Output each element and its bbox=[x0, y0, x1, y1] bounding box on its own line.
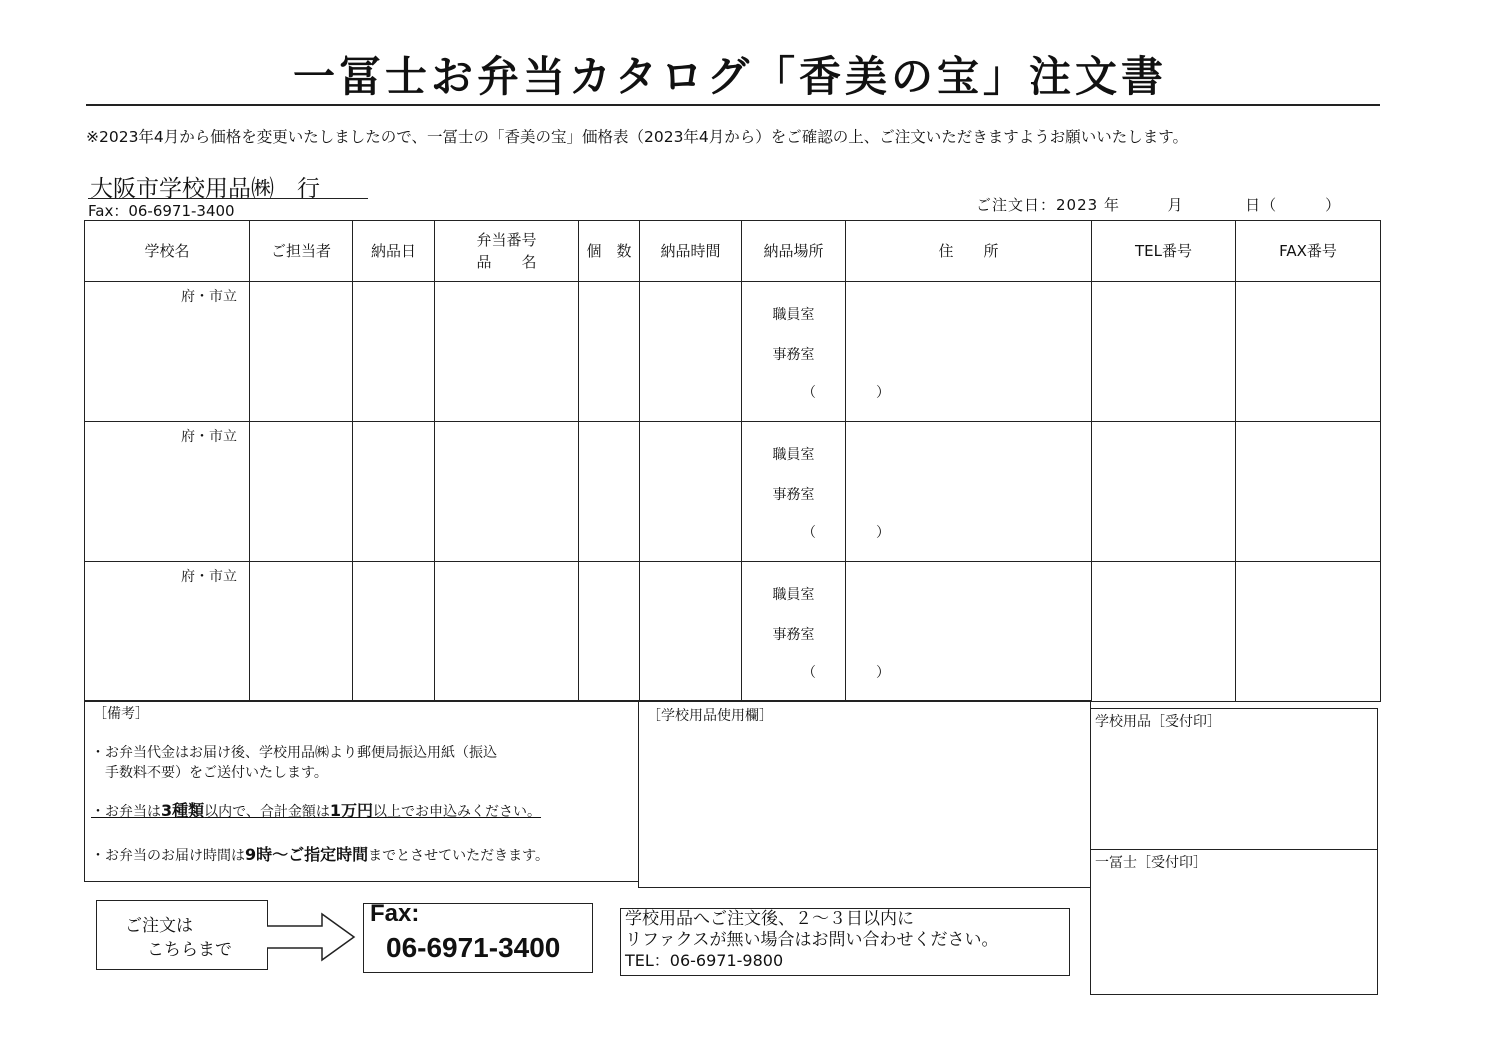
bento-number-cell[interactable] bbox=[435, 562, 579, 702]
remark-order-limit bbox=[91, 801, 541, 822]
staff-room-option[interactable]: 職員室 bbox=[772, 447, 815, 463]
delivery-place-cell[interactable] bbox=[742, 282, 950, 422]
office-option[interactable]: 事務室 bbox=[772, 627, 815, 643]
pref-city-label: 府・市立 bbox=[181, 569, 237, 585]
header-quantity: 個 数 bbox=[579, 221, 640, 282]
header-tel: TEL番号 bbox=[1092, 221, 1236, 282]
order-here-box bbox=[96, 900, 268, 970]
quantity-cell[interactable] bbox=[579, 422, 640, 562]
usage-label: ［学校用品使用欄］ bbox=[647, 708, 773, 724]
pref-city-label: 府・市立 bbox=[181, 289, 237, 305]
remark-order-limit-d: 1万円 bbox=[329, 801, 374, 820]
bento-number-cell[interactable] bbox=[435, 422, 579, 562]
contact-line2: リファクスが無い場合はお問い合わせください。 bbox=[625, 930, 999, 950]
recipient-fax: Fax：06-6971-3400 bbox=[88, 202, 235, 220]
remark-order-limit-b: 3種類 bbox=[161, 801, 205, 820]
school-cell[interactable] bbox=[85, 422, 250, 562]
page-title: 一冨士お弁当カタログ「香美の宝」注文書 bbox=[292, 52, 1167, 101]
order-here-line2: こちらまで bbox=[147, 940, 232, 960]
remark-delivery-time-b: 9時～ご指定時間 bbox=[245, 845, 369, 864]
staff-room-option[interactable]: 職員室 bbox=[772, 587, 815, 603]
delivery-place-cell[interactable] bbox=[742, 422, 950, 562]
fax-cell[interactable] bbox=[1236, 422, 1381, 562]
office-option[interactable]: 事務室 bbox=[772, 347, 815, 363]
delivery-time-cell[interactable] bbox=[640, 282, 742, 422]
remarks-label: ［備考］ bbox=[93, 706, 149, 722]
office-option[interactable]: 事務室 bbox=[772, 487, 815, 503]
remark-delivery-time bbox=[91, 845, 549, 866]
header-address: 住 所 bbox=[846, 221, 1092, 282]
tel-cell[interactable] bbox=[1092, 562, 1236, 702]
order-table bbox=[84, 220, 1381, 702]
fax-label: Fax: bbox=[370, 900, 420, 927]
remark-delivery-time-a: ・お弁当のお届け時間は bbox=[91, 848, 245, 864]
quantity-cell[interactable] bbox=[579, 282, 640, 422]
header-bento-number-line2: 品 名 bbox=[476, 253, 537, 271]
remark-order-limit-c: 以内で、合計金額は bbox=[204, 804, 330, 820]
other-place-field[interactable]: （） bbox=[802, 525, 950, 541]
contact-cell[interactable] bbox=[250, 562, 353, 702]
stamp-box-ichifuji[interactable] bbox=[1090, 849, 1378, 995]
delivery-time-cell[interactable] bbox=[640, 422, 742, 562]
remarks-box bbox=[84, 700, 639, 882]
order-date-label: ご注文日：2023 年 bbox=[976, 196, 1120, 214]
staff-room-option[interactable]: 職員室 bbox=[772, 307, 815, 323]
table-row bbox=[85, 562, 1381, 702]
delivery-place-cell[interactable] bbox=[742, 562, 950, 702]
stamp-box-school-supplies[interactable] bbox=[1090, 708, 1378, 850]
pref-city-label: 府・市立 bbox=[181, 429, 237, 445]
table-header-row bbox=[85, 221, 1381, 282]
table-row bbox=[85, 282, 1381, 422]
remark-payment-line2: 手数料不要）をご送付いたします。 bbox=[105, 765, 328, 781]
other-place-field[interactable]: （） bbox=[802, 385, 950, 401]
delivery-date-cell[interactable] bbox=[353, 282, 435, 422]
contact-cell[interactable] bbox=[250, 282, 353, 422]
header-contact: ご担当者 bbox=[250, 221, 353, 282]
remark-order-limit-e: 以上でお申込みください。 bbox=[373, 804, 542, 820]
remark-order-limit-a: ・お弁当は bbox=[91, 804, 161, 820]
header-delivery-date: 納品日 bbox=[353, 221, 435, 282]
table-row bbox=[85, 422, 1381, 562]
contact-cell[interactable] bbox=[250, 422, 353, 562]
delivery-time-cell[interactable] bbox=[640, 562, 742, 702]
other-place-field[interactable]: （） bbox=[802, 665, 950, 681]
recipient-underline bbox=[88, 198, 368, 199]
header-delivery-time: 納品時間 bbox=[640, 221, 742, 282]
remark-payment-line1: ・お弁当代金はお届け後、学校用品㈱より郵便局振込用紙（振込 bbox=[91, 745, 497, 761]
delivery-date-cell[interactable] bbox=[353, 562, 435, 702]
title-divider bbox=[86, 104, 1380, 106]
stamp-label-school-supplies: 学校用品［受付印］ bbox=[1095, 714, 1221, 730]
fax-number-box bbox=[363, 900, 593, 973]
contact-notice-box bbox=[620, 908, 1070, 976]
school-cell[interactable] bbox=[85, 282, 250, 422]
arrow-right-icon bbox=[266, 912, 358, 962]
header-delivery-place: 納品場所 bbox=[742, 221, 846, 282]
header-bento-number bbox=[435, 221, 579, 282]
order-date-day: 日（ ） bbox=[1245, 196, 1342, 214]
header-fax: FAX番号 bbox=[1236, 221, 1381, 282]
fax-cell[interactable] bbox=[1236, 282, 1381, 422]
tel-cell[interactable] bbox=[1092, 282, 1236, 422]
contact-line1: 学校用品へご注文後、２～３日以内に bbox=[625, 909, 914, 929]
bento-number-cell[interactable] bbox=[435, 282, 579, 422]
fax-cell[interactable] bbox=[1236, 562, 1381, 702]
header-school: 学校名 bbox=[85, 221, 250, 282]
recipient-name: 大阪市学校用品㈱ 行 bbox=[90, 176, 320, 202]
price-notice: ※2023年4月から価格を変更いたしましたので、一冨士の「香美の宝」価格表（2023年4月から）をご確認の上、ご注文いただきますようお願いいたします。 bbox=[86, 128, 1189, 146]
header-bento-number-line1: 弁当番号 bbox=[476, 231, 537, 249]
remark-delivery-time-c: までとさせていただきます。 bbox=[368, 848, 550, 864]
usage-box[interactable] bbox=[638, 700, 1091, 888]
school-cell[interactable] bbox=[85, 562, 250, 702]
delivery-date-cell[interactable] bbox=[353, 422, 435, 562]
order-date-month: 月 bbox=[1167, 196, 1184, 214]
fax-number: 06-6971-3400 bbox=[386, 932, 561, 963]
order-date-field[interactable] bbox=[976, 194, 1341, 215]
order-here-line1: ご注文は bbox=[125, 916, 193, 936]
contact-tel: TEL：06-6971-9800 bbox=[625, 951, 784, 970]
quantity-cell[interactable] bbox=[579, 562, 640, 702]
stamp-label-ichifuji: 一冨士［受付印］ bbox=[1095, 855, 1207, 871]
tel-cell[interactable] bbox=[1092, 422, 1236, 562]
